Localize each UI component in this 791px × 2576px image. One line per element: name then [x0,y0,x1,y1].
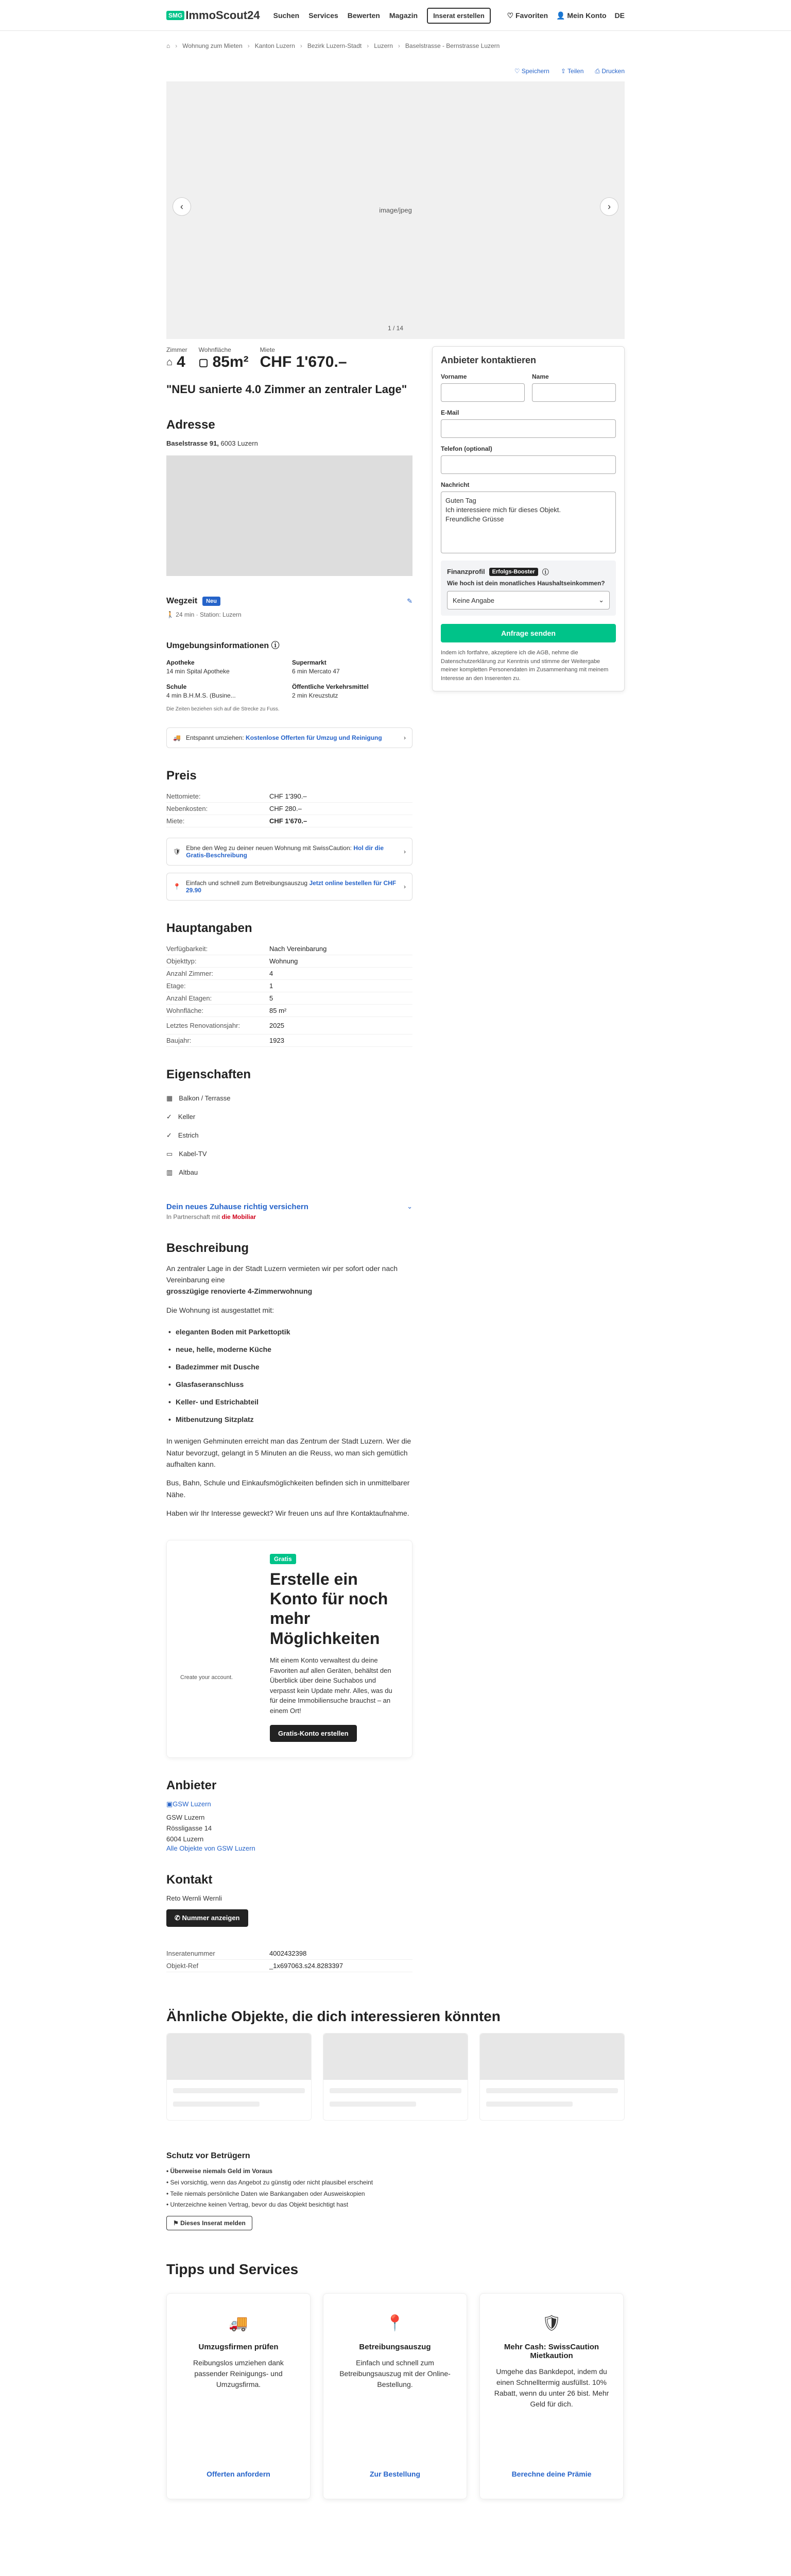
check-icon: ✓ [166,1112,172,1121]
edit-icon[interactable]: ✎ [407,597,412,605]
env-heading: Umgebungsinformationen ⓘ [166,641,280,650]
chevron-right-icon: › [404,883,406,890]
env-item: Apotheke 14 min Spital Apotheke [166,658,230,675]
finance-profile: Finanzprofil Erfolgs-Booster ⓘ Wie hoch ist dein monatliches Haushaltseinkommen? Keine Angabe ⌄ [441,561,616,616]
truck-icon: 🚚 [229,2314,248,2332]
new-badge: Neu [202,597,220,606]
pin-icon: 📍 [173,883,181,890]
share-button[interactable]: ⇪ Teilen [560,67,584,75]
nav-suchen[interactable]: Suchen [273,11,300,20]
description: An zentraler Lage in der Stadt Luzern vermieten wir per sofort oder nach Vereinbarung eine grosszügige renovierte 4-Zimmerwohnung Die Wohnung ist ausgestattet mit: • eleganten Boden mit Parkettoptik • neue, helle, moderne Küche • Badezimmer mit Dusche • Glasfaseranschluss • Keller- und Estrichabteil • Mitbenutzung Sitzplatz In wenigen Gehminuten erreicht man das Zentrum der Stadt Luzern. Wer die Natur bevorzugt, gelangt in 5 Minuten an die Reuss, wo man sich gemütlich aufhalten kann. Bus, Bahn, Schule und Einkaufsmöglichkeiten befinden sich in unmittelbarer Nähe. Haben wir Ihr Interesse geweckt? Wir freuen uns auf Ihre Kontaktaufnahme. [166,1263,412,1519]
balcony-icon: ▦ [166,1094,173,1102]
tip-link[interactable]: Zur Bestellung [369,2469,420,2478]
fact-rent: Miete CHF 1'670.– [260,346,347,370]
fact-rooms: Zimmer ⌂ 4 [166,346,187,370]
info-icon[interactable]: ⓘ [542,568,549,576]
promo-moving[interactable]: 🚚 Entspannt umziehen: Kostenlose Offerten für Umzug und Reinigung › [166,727,412,748]
main-heading: Hauptangaben [166,921,252,935]
show-number-button[interactable]: ✆ Nummer anzeigen [166,1909,248,1927]
pin-icon: 📍 [385,2314,405,2332]
listing-title: "NEU sanierte 4.0 Zimmer an zentraler Lage" [166,383,407,396]
fact-area: Wohnfläche ▢ 85m² [198,346,249,370]
id-table: Inseratenummer 4002432398 Objekt-Ref _1x697063.s24.8283397 [166,1947,412,1972]
tip-card: 🛡 Mehr Cash: SwissCaution Mietkaution Umgehe das Bankdepot, indem du einen Schnelltermig ausfüllst. 10% Rabatt, wenn du unter 26 bist. Mehr Geld für dich. Berechne deine Prämie [479,2293,624,2499]
env-item: Supermarkt 6 min Mercato 47 [292,658,340,675]
create-account-button[interactable]: Gratis-Konto erstellen [270,1725,357,1742]
chevron-right-icon: › [404,734,406,741]
area-icon: ▢ [198,357,209,368]
language-select[interactable]: DE [614,11,625,20]
logo[interactable]: SMG ImmoScout24 [166,9,260,22]
nav-bewerten[interactable]: Bewerten [347,11,380,20]
account-teaser [166,1540,412,1758]
env-note: Die Zeiten beziehen sich auf die Strecke zu Fuss. [166,706,280,712]
legal-text: Indem ich fortfahre, akzeptiere ich die AGB, nehme die Datenschutzerklärung zur Kenntnis und stimme der Weitergabe meiner kompletten Personendaten im Zusammenhang mit meinem Interesse an den Inserenten zu. [441,650,609,682]
phone-field[interactable] [441,455,616,474]
chevron-right-icon: › [404,848,406,855]
provider-all-link[interactable]: Alle Objekte von GSW Luzern [166,1844,255,1853]
account-image: Create your account. [180,1674,233,1681]
feature-item: ✓ Keller [166,1112,196,1121]
chevron-down-icon: ⌄ [407,1202,412,1210]
address: Baselstrasse 91, 6003 Luzern [166,439,258,447]
feature-item: ✓ Estrich [166,1131,199,1140]
price-heading: Preis [166,768,197,783]
firstname-field[interactable] [441,383,525,402]
breadcrumb-item[interactable]: Wohnung zum Mieten [182,42,243,49]
prev-arrow-icon[interactable]: ‹ [173,197,191,216]
breadcrumb-item[interactable]: Luzern [374,42,393,49]
tip-card: 📍 Betreibungsauszug Einfach und schnell zum Betreibungsauszug mit der Online-Bestellung. Zur Bestellung [323,2293,467,2499]
wegzeit-heading: Wegzeit [166,596,198,605]
provider-address: GSW Luzern Rössligasse 14 6004 Luzern [166,1814,212,1843]
image-icon: ▣ [166,1800,173,1808]
walk-icon: 🚶 [166,611,174,618]
home-icon[interactable]: ⌂ [166,42,170,49]
tip-link[interactable]: Offerten anfordern [207,2469,270,2478]
chevron-down-icon: ⌄ [598,596,604,604]
save-button[interactable]: ♡ Speichern [514,67,549,75]
tv-icon: ▭ [166,1149,173,1158]
header [0,0,791,31]
price-table: Nettomiete: CHF 1'390.– Nebenkosten: CHF 280.– Miete: CHF 1'670.– [166,790,412,827]
next-arrow-icon[interactable]: › [600,197,618,216]
breadcrumb-item: Baselstrasse - Bernstrasse Luzern [405,42,500,49]
truck-icon: 🚚 [173,734,181,741]
shield-icon: 🛡 [173,848,181,855]
address-heading: Adresse [166,417,215,432]
provider-logo[interactable]: ▣GSW Luzern [166,1800,211,1808]
map[interactable] [166,455,412,576]
tip-card: 🚚 Umzugsfirmen prüfen Reibungslos umziehen dank passender Reinigungs- und Umzugsfirma. Offerten anfordern [166,2293,311,2499]
feature-item: ▭ Kabel-TV [166,1149,207,1158]
props-heading: Eigenschaften [166,1067,251,1081]
account-text: Mit einem Konto verwaltest du deine Favoriten auf allen Geräten, behältst den Überblick über deine Suchabos und verpasst kein Update mehr. Alles, was du für deine Immobiliensuche brauchst – an einem Ort! [270,1656,392,1715]
print-button[interactable]: ⎙ Drucken [595,67,625,75]
message-field[interactable]: Guten Tag Ich interessiere mich für dieses Objekt. Freundliche Grüsse [441,492,616,553]
account-link[interactable]: 👤 Mein Konto [556,11,607,20]
promo-swisscaution[interactable]: 🛡 Ebne den Weg zu deiner neuen Wohnung mit SwissCaution: Hol dir die Gratis-Beschreibung › [166,838,412,866]
shield-icon: 🛡 [541,2314,562,2332]
feature-item: ▥ Altbau [166,1168,198,1177]
similar-heading: Ähnliche Objekte, die dich interessieren könnten [166,2008,501,2025]
similar-card[interactable] [323,2033,468,2121]
promo-betreibung[interactable]: 📍 Einfach und schnell zum Betreibungsauszug Jetzt online bestellen für CHF 29.90 › [166,873,412,901]
main-table: Verfügbarkeit: Nach Vereinbarung Objekttyp: Wohnung Anzahl Zimmer: 4 Etage: 1 Anzahl Etagen: 5 Wohnfläche: 85 m² Letztes Renovationsjahr: 2025 Baujahr: 1923 [166,943,412,1047]
env-item: Schule 4 min B.H.M.S. (Busine... [166,683,236,699]
report-listing-button[interactable]: ⚑ Dieses Inserat melden [166,2216,252,2230]
tips-heading: Tipps und Services [166,2261,299,2277]
create-listing-button[interactable]: Inserat erstellen [427,8,491,24]
check-icon: ✓ [166,1131,172,1139]
contact-form: Anbieter kontaktieren Vorname Name E-Mail Telefon (optional) Nachricht Guten Tag Ich interessiere mich für dieses Objekt. Freundliche Grüsse Finanzprofil Erfolgs-Booster ⓘ Wie hoch ist dein monatliches Haushaltseinkommen? Keine Angabe ⌄ Anfrage senden Indem ich fortfahre, akzeptiere ich die AGB, nehme die Datenschutzerklärung zur Kenntnis und stimme der Weitergabe meiner kompletten Personendaten im Zusammenhang mit meinem Interesse an den Inserenten zu. [432,346,625,691]
similar-list [166,2033,625,2121]
insurance-teaser[interactable]: Dein neues Zuhause richtig versichern In Partnerschaft mit die Mobiliar ⌄ [166,1202,412,1221]
wegzeit-info: 🚶 24 min · Station: Luzern [166,611,242,618]
tip-link[interactable]: Berechne deine Prämie [511,2469,592,2478]
income-select[interactable]: Keine Angabe ⌄ [447,591,610,609]
email-field[interactable] [441,419,616,438]
info-icon[interactable]: ⓘ [271,641,280,650]
breadcrumb: ⌂ › Wohnung zum Mieten › Kanton Luzern › Bezirk Luzern-Stadt › Luzern › Baselstrasse - Bernstrasse Luzern [166,42,500,49]
door-icon: ⌂ [166,356,173,368]
fraud-list: • Überweise niemals Geld im Voraus • Sei vorsichtig, wenn das Angebot zu günstig oder nicht plausibel erscheint • Teile niemals persönliche Daten wie Bankangaben oder Ausweiskopien • Unterzeichne keinen Vertrag, bevor du das Objekt besichtigt hast [166,2167,373,2209]
feature-item: ▦ Balkon / Terrasse [166,1094,231,1103]
nav-magazin[interactable]: Magazin [389,11,418,20]
contact-name: Reto Wernli Wernli [166,1894,222,1903]
account-title: Erstelle ein Konto für noch mehr Möglichkeiten [270,1569,388,1648]
provider-heading: Anbieter [166,1778,217,1793]
breadcrumb-item[interactable]: Kanton Luzern [254,42,295,49]
building-icon: ▥ [166,1168,173,1176]
fraud-heading: Schutz vor Betrügern [166,2151,250,2161]
contact-heading: Kontakt [166,1873,213,1887]
similar-card[interactable] [166,2033,312,2121]
gallery-counter: 1 / 14 [387,325,404,332]
image-gallery[interactable] [166,81,625,339]
favorites-link[interactable]: ♡ Favoriten [507,11,548,20]
user-icon: 👤 [556,11,565,20]
nav-services[interactable]: Services [308,11,338,20]
env-item: Öffentliche Verkehrsmittel 2 min Kreuzstutz [292,683,369,699]
desc-heading: Beschreibung [166,1241,249,1255]
heart-icon: ♡ [507,11,514,20]
form-heading: Anbieter kontaktieren [441,355,537,365]
send-request-button[interactable]: Anfrage senden [441,624,616,642]
flag-icon: ⚑ [173,2219,179,2227]
free-badge: Gratis [270,1554,296,1564]
breadcrumb-item[interactable]: Bezirk Luzern-Stadt [307,42,362,49]
lastname-field[interactable] [532,383,616,402]
similar-card[interactable] [479,2033,625,2121]
gallery-image: image/jpeg [379,206,412,214]
